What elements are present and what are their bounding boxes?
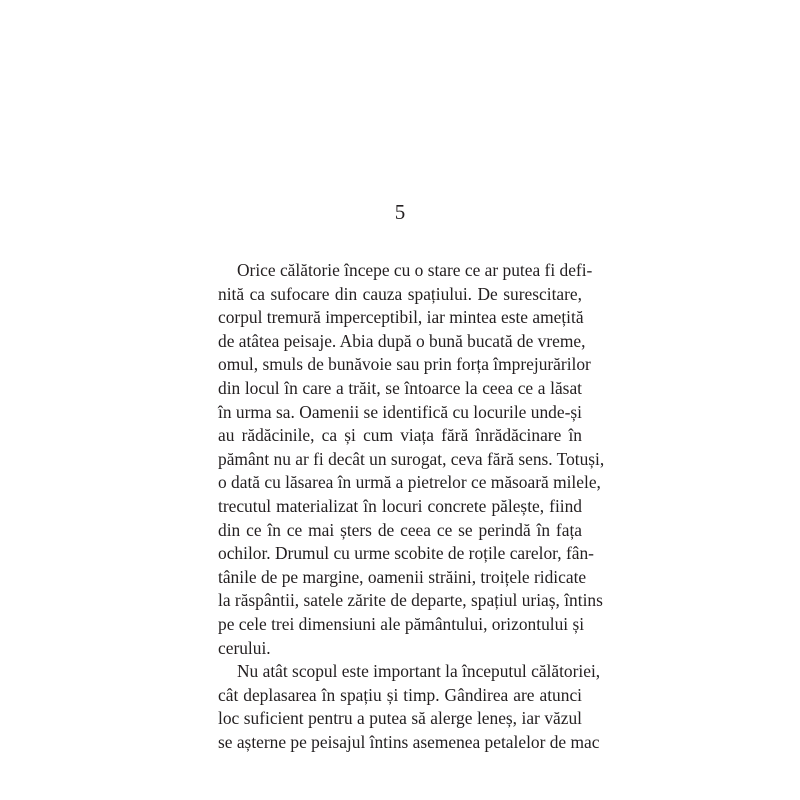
text-line: de atâtea peisaje. Abia după o bună bucată de vreme, — [218, 330, 586, 351]
text-line: cât deplasarea în spațiu și timp. Gândirea are atunci — [218, 684, 582, 705]
text-line: loc suficient pentru a putea să alerge leneș, iar văzul — [218, 708, 582, 729]
text-line: omul, smuls de bunăvoie sau prin forța împrejurărilor — [218, 354, 591, 375]
text-line: trecutul materializat în locuri concrete pălește, fiind — [218, 495, 582, 516]
text-line: Orice călătorie începe cu o stare ce ar putea fi defi- — [237, 260, 593, 280]
text-line: din locul în care a trăit, se întoarce la ceea ce a lăsat — [218, 377, 582, 398]
body-text — [218, 259, 605, 754]
text-line: o dată cu lăsarea în urmă a pietrelor ce măsoară milele, — [218, 472, 601, 493]
text-line: din ce în ce mai șters de ceea ce se perindă în fața — [218, 519, 582, 540]
page-number: 5 — [394, 200, 406, 224]
text-line: tânile de pe margine, oamenii străini, troițele ridicate — [218, 566, 587, 587]
text-line: corpul tremură imperceptibil, iar mintea este amețită — [218, 307, 584, 328]
text-line: pământ nu ar fi decât un surogat, ceva fără sens. Totuși, — [218, 448, 605, 469]
text-line: pe cele trei dimensiuni ale pământului, orizontului și — [218, 613, 585, 634]
text-line: nită ca sufocare din cauza spațiului. De surescitare, — [218, 283, 582, 304]
text-line: au rădăcinile, ca și cum viața fără înrădăcinare în — [218, 425, 582, 446]
paragraph-2 — [218, 660, 601, 754]
text-line: se așterne pe peisajul întins asemenea petalelor de mac — [218, 731, 600, 752]
text-line: la răspântii, satele zărite de departe, spațiul uriaș, întins — [218, 590, 603, 611]
text-line: ochilor. Drumul cu urme scobite de roțile carelor, fân- — [218, 543, 594, 564]
text-line: cerului. — [218, 637, 271, 658]
text-line: Nu atât scopul este important la începutul călătoriei, — [237, 661, 601, 682]
paragraph-1 — [218, 259, 605, 660]
text-line: în urma sa. Oamenii se identifică cu locurile unde-și — [218, 401, 582, 422]
